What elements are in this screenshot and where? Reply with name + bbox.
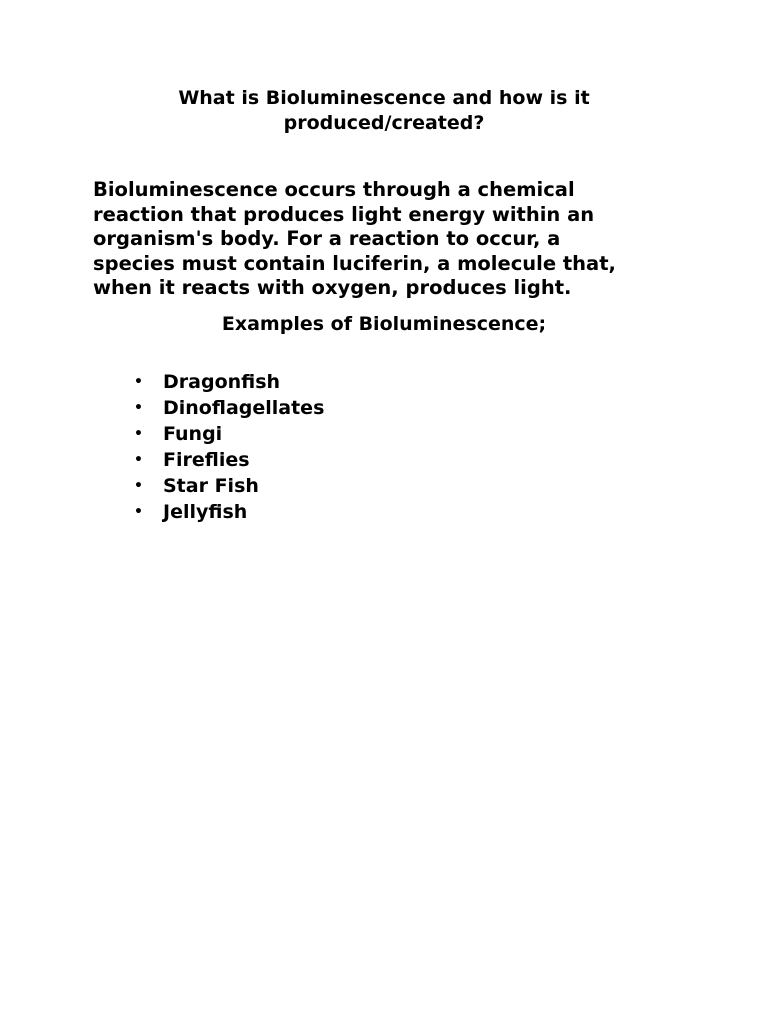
list-item	[134, 395, 324, 421]
paragraph-line: when it reacts with oxygen, produces light.	[93, 276, 572, 300]
list-item-label: Fireflies	[163, 449, 250, 471]
title-line: What is Bioluminescence and how is it	[178, 87, 590, 109]
bullet-icon: •	[134, 374, 143, 390]
paragraph-line: organism's body. For a reaction to occur, a	[93, 227, 561, 251]
list-item-label: Jellyfish	[163, 501, 248, 523]
examples-list	[134, 369, 324, 525]
list-item	[134, 473, 324, 499]
bullet-icon: •	[134, 426, 143, 442]
title-line: produced/created?	[283, 112, 485, 134]
list-item-label: Star Fish	[163, 475, 259, 497]
bullet-icon: •	[134, 400, 143, 416]
list-item-label: Dinoflagellates	[163, 397, 325, 419]
list-item-label: Dragonfish	[163, 371, 281, 393]
examples-heading-text: Examples of Bioluminescence;	[221, 313, 547, 335]
list-item	[134, 499, 324, 525]
list-item	[134, 369, 324, 395]
paragraph-line: Bioluminescence occurs through a chemical	[93, 178, 575, 201]
list-item	[134, 421, 324, 447]
bullet-icon: •	[134, 478, 143, 494]
paragraph-line: species must contain luciferin, a molecule that,	[93, 251, 616, 275]
examples-heading	[0, 312, 768, 336]
bullet-icon: •	[134, 504, 143, 520]
list-item	[134, 447, 324, 473]
document-title	[0, 86, 768, 136]
bullet-icon: •	[134, 452, 143, 468]
body-paragraph	[93, 178, 693, 301]
list-item-label: Fungi	[163, 423, 223, 445]
paragraph-line: reaction that produces light energy within an	[93, 202, 595, 226]
